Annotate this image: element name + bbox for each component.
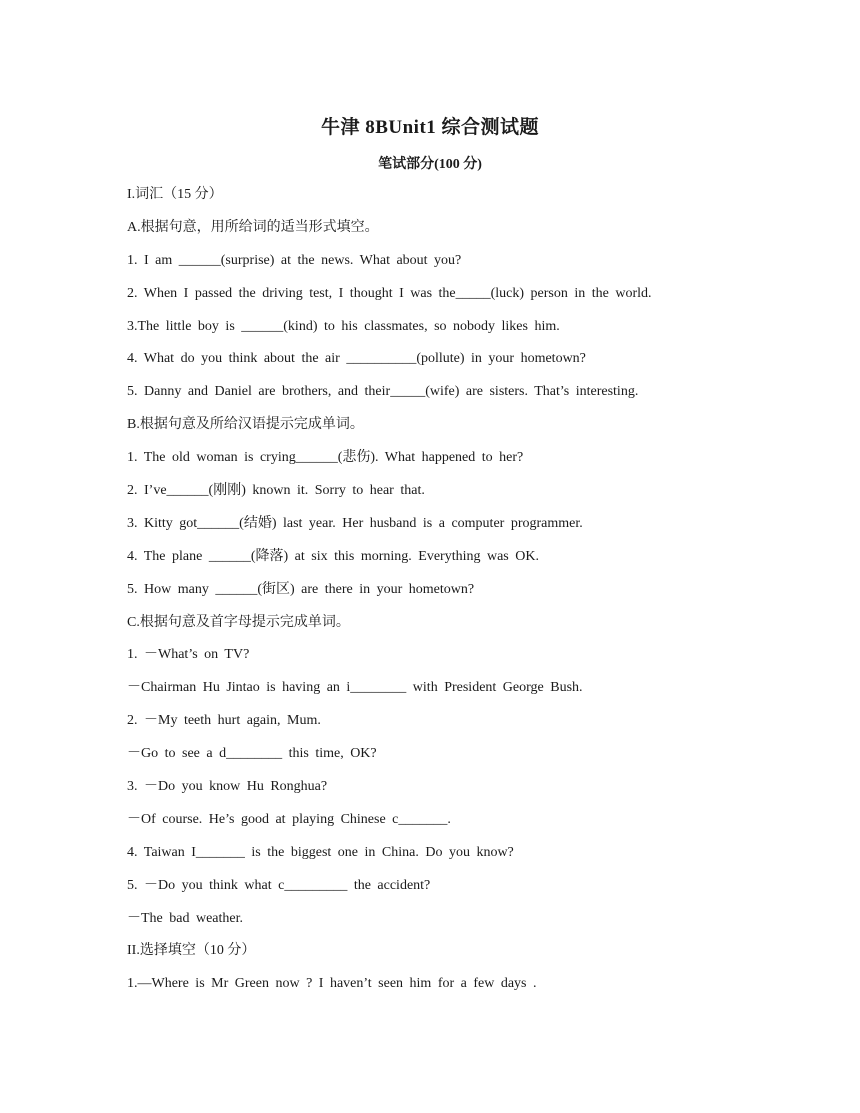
part-b-instruction: B.根据句意及所给汉语提示完成单词。 — [127, 417, 364, 433]
question-c2-reply: －Go to see a d________ this time, OK? — [127, 746, 377, 762]
part-a-instruction: A.根据句意，用所给词的适当形式填空。 — [127, 219, 379, 235]
question-mc1: 1.—Where is Mr Green now ? I haven’t seen him for a few days . — [127, 976, 537, 992]
question-c5-reply: －The bad weather. — [127, 910, 244, 926]
question-a4: 4. What do you think about the air __________(pollute) in your hometown? — [127, 351, 586, 367]
question-a3: 3.The little boy is ______(kind) to his classmates, so nobody likes him. — [127, 318, 560, 334]
question-b5: 5. How many ______(街区) are there in your hometown? — [127, 581, 475, 597]
question-b2: 2. I’ve______(刚刚) known it. Sorry to hear that. — [127, 483, 425, 499]
question-c3-prompt: 3. －Do you know Hu Ronghua? — [127, 779, 328, 795]
question-c1-reply: －Chairman Hu Jintao is having an i________ with President George Bush. — [127, 680, 583, 696]
question-a2: 2. When I passed the driving test, I thought I was the_____(luck) person in the world. — [127, 285, 652, 301]
question-b3: 3. Kitty got______(结婚) last year. Her husband is a computer programmer. — [127, 515, 583, 531]
document-title: 牛津 8BUnit1 综合测试题 — [320, 117, 540, 138]
document-body — [127, 184, 747, 1006]
question-b4: 4. The plane ______(降落) at six this morning. Everything was OK. — [127, 548, 539, 564]
question-c4: 4. Taiwan I_______ is the biggest one in China. Do you know? — [127, 844, 514, 860]
question-c1-prompt: 1. －What’s on TV? — [127, 647, 250, 663]
section-heading-vocabulary: I.词汇（15 分） — [127, 187, 223, 202]
section-heading-multiple-choice: II.选择填空（10 分） — [127, 943, 256, 959]
question-c5-prompt: 5. －Do you think what c_________ the accident? — [127, 877, 431, 893]
question-a5: 5. Danny and Daniel are brothers, and their_____(wife) are sisters. That’s interesting. — [127, 384, 639, 400]
question-c2-prompt: 2. －My teeth hurt again, Mum. — [127, 713, 321, 729]
question-c3-reply: －Of course. He’s good at playing Chinese c_______. — [127, 811, 451, 827]
question-b1: 1. The old woman is crying______(悲伤). What happened to her? — [127, 450, 524, 466]
part-c-instruction: C.根据句意及首字母提示完成单词。 — [127, 614, 350, 630]
document-subtitle: 笔试部分(100 分) — [378, 157, 482, 172]
question-a1: 1. I am ______(surprise) at the news. What about you? — [127, 252, 462, 268]
